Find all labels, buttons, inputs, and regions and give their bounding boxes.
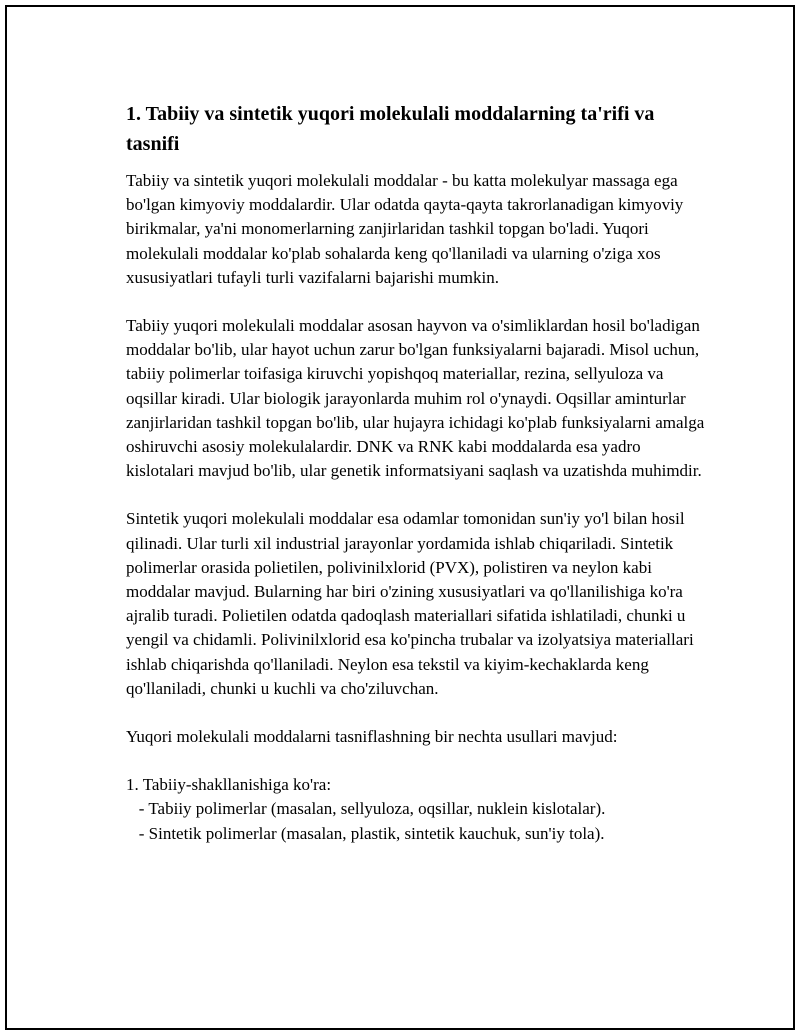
paragraph-classification-intro: Yuqori molekulali moddalarni tasniflashning bir nechta usullari mavjud:	[126, 727, 618, 747]
list-item: - Tabiiy polimerlar (masalan, sellyuloza, oqsillar, nuklein kislotalar).	[126, 799, 606, 819]
list-item: - Sintetik polimerlar (masalan, plastik, sintetik kauchuk, sun'iy tola).	[126, 823, 605, 843]
document-body	[126, 99, 706, 846]
paragraph-natural-polymers: Tabiiy yuqori molekulali moddalar asosan hayvon va o'simliklardan hosil bo'ladigan moddalar bo'lib, ular hayot uchun zarur bo'lgan funksiyalarni bajaradi. Misol uchun, tabiiy polimerlar toifasiga kiruvchi yopishqoq materiallar, rezina, sellyuloza va oqsillar kiradi. Ular biologik jarayonlarda muhim rol o'ynaydi. Oqsillar aminturlar zanjirlaridan tashkil topgan bo'lib, ular hujayra ichidagi ko'plab funksiyalarni amalga oshiruvchi asosiy molekulalardir. DNK va RNK kabi moddalarda esa yadro kislotalari mavjud bo'lib, ular genetik informatsiyani saqlash va uzatishda muhimdir.	[126, 316, 705, 481]
paragraph-definition: Tabiiy va sintetik yuqori molekulali moddalar - bu katta molekulyar massaga ega bo'lgan kimyoviy moddalardir. Ular odatda qayta-qayta takrorlanadigan kimyoviy birikmalar, ya'ni monomerlarning zanjirlaridan tashkil topgan bo'ladi. Yuqori molekulali moddalar ko'plab sohalarda keng qo'llaniladi va ularning o'ziga xos xususiyatlari tufayli turli vazifalarni bajarishi mumkin.	[126, 171, 684, 287]
section-heading: 1. Tabiiy va sintetik yuqori molekulali moddalarning ta'rifi va tasnifi	[126, 103, 655, 155]
page-frame	[5, 5, 795, 1030]
paragraph-synthetic-polymers: Sintetik yuqori molekulali moddalar esa odamlar tomonidan sun'iy yo'l bilan hosil qilinadi. Ular turli xil industrial jarayonlar yordamida ishlab chiqariladi. Sintetik polimerlar orasida polietilen, polivinilxlorid (PVX), polistiren va neylon kabi moddalar mavjud. Bularning har biri o'zining xususiyatlari va qo'llanilishiga ko'ra ajralib turadi. Polietilen odatda qadoqlash materiallari sifatida ishlatiladi, chunki u yengil va chidamli. Polivinilxlorid esa ko'pincha trubalar va izolyatsiya materiallari ishlab chiqarishda qo'llaniladi. Neylon esa tekstil va kiyim-kechaklarda keng qo'llaniladi, chunki u kuchli va cho'ziluvchan.	[126, 509, 694, 698]
classification-list	[126, 773, 706, 846]
list-title: 1. Tabiiy-shakllanishiga ko'ra:	[126, 775, 332, 795]
